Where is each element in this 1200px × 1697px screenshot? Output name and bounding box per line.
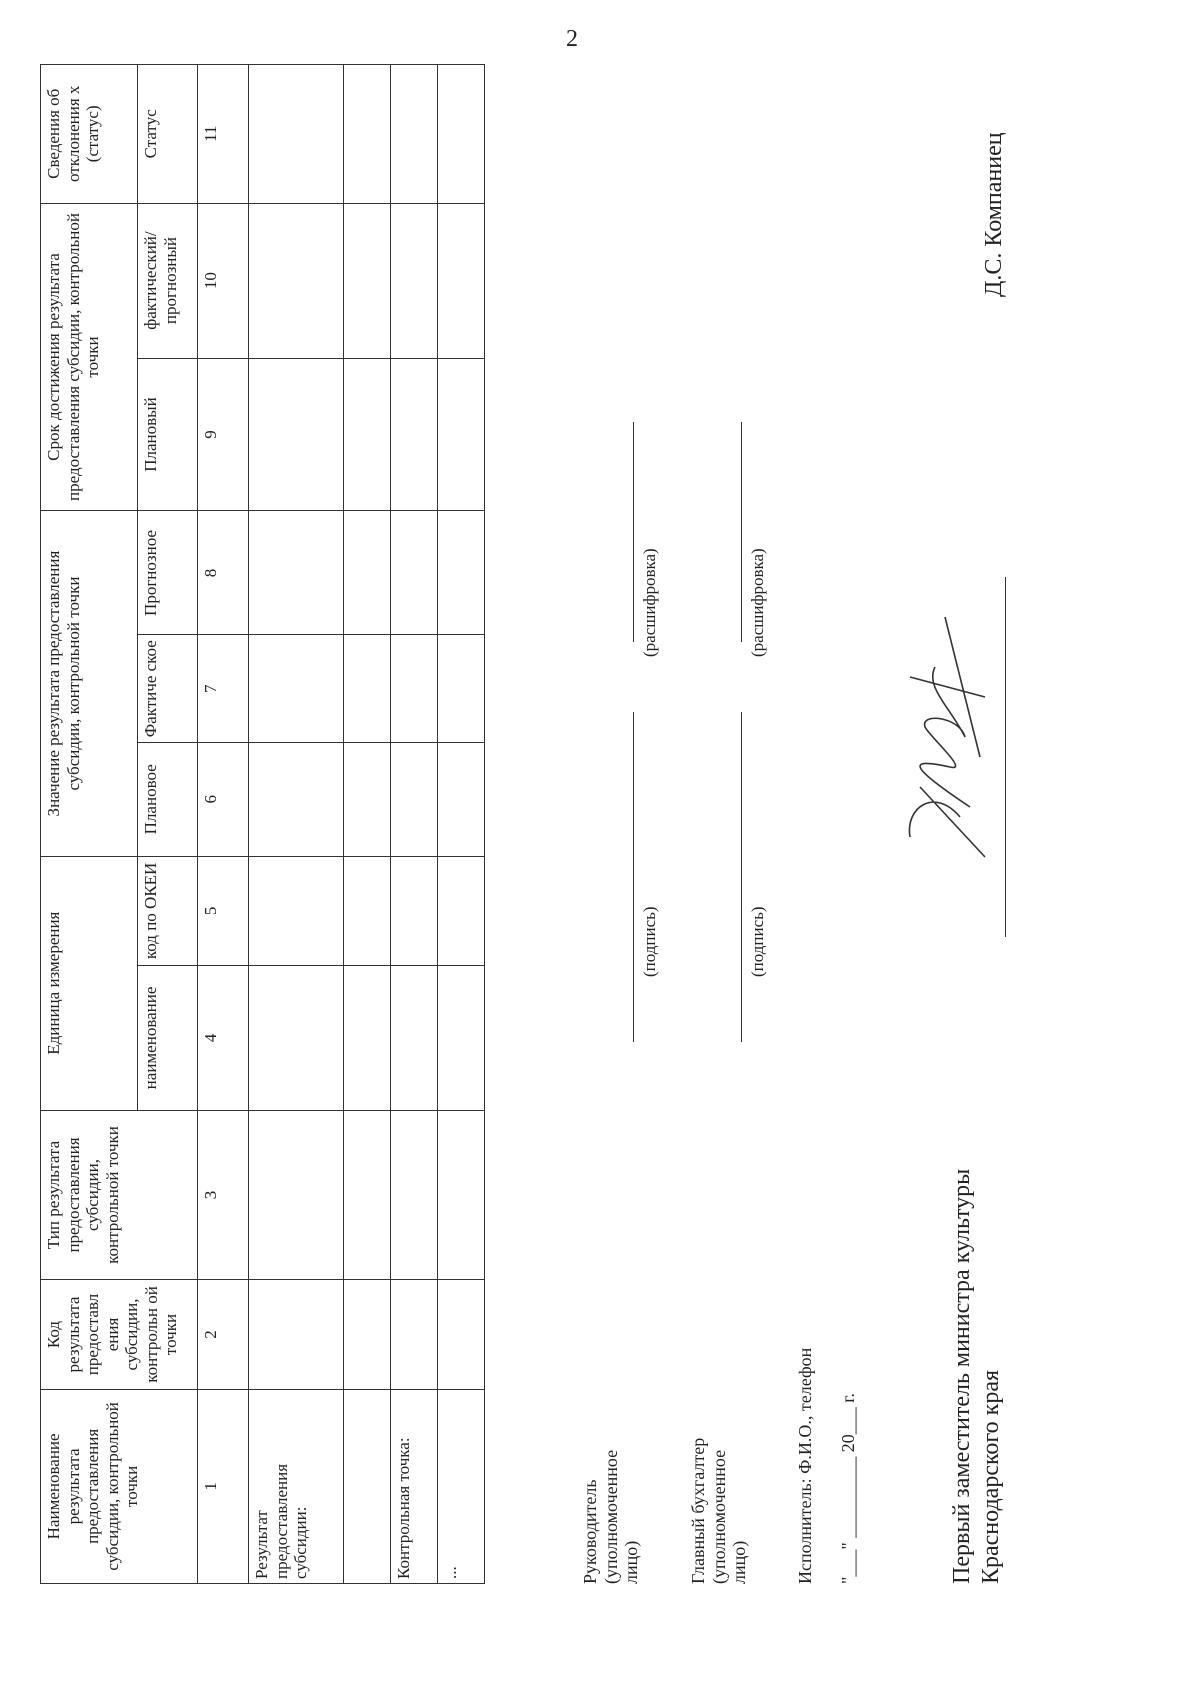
row-name: Контрольная точка:: [391, 1389, 438, 1583]
signer-name: Д.С. Компаниец: [981, 132, 1007, 297]
accountant-decode-line: [741, 422, 742, 642]
header-term-fact: фактический/ прогнозный: [138, 203, 198, 358]
row-name: ...: [438, 1389, 485, 1583]
col-number: 7: [198, 635, 249, 742]
head-label: Руководитель (уполномоченное лицо): [580, 1449, 642, 1584]
head-signature-caption: (подпись): [640, 906, 659, 977]
handwritten-signature: [890, 577, 1000, 877]
accountant-signature-line: [741, 712, 742, 1042]
header-name: Наименование результата предоставления субсидии, контрольной точки: [41, 1389, 198, 1583]
col-number: 3: [198, 1110, 249, 1279]
table-row: [391, 65, 438, 1584]
page-number: 2: [566, 26, 578, 52]
header-type: Тип результата предоставления субсидии, контрольной точки: [41, 1110, 198, 1279]
header-deviation-group: Сведения об отклонения х (статус): [41, 65, 138, 204]
head-decode-line: [633, 422, 634, 642]
header-status: Статус: [138, 65, 198, 204]
report-table: [40, 64, 485, 1584]
header-unit-code: код по ОКЕИ: [138, 856, 198, 966]
table-row: [249, 65, 344, 1584]
signer-position: Первый заместитель министра культуры Краснодарского края: [949, 1168, 1004, 1584]
header-term-group: Срок достижения результата предоставления субсидии, контрольной точки: [41, 203, 138, 511]
header-value-forecast: Прогнозное: [138, 511, 198, 635]
col-number: 8: [198, 511, 249, 635]
table-row: [438, 65, 485, 1584]
header-value-plan: Плановое: [138, 742, 198, 856]
col-number: 5: [198, 856, 249, 966]
col-number: 11: [198, 65, 249, 204]
col-number: 2: [198, 1280, 249, 1390]
header-unit-name: наименование: [138, 966, 198, 1111]
table-row: [344, 65, 391, 1584]
header-value-fact: Фактиче ское: [138, 635, 198, 742]
executor-label: Исполнитель: Ф.И.О., телефон: [795, 1347, 815, 1584]
header-term-plan: Плановый: [138, 358, 198, 511]
header-value-group: Значение результата предоставления субсидии, контрольной точки: [41, 511, 138, 856]
col-number: 9: [198, 358, 249, 511]
col-number: 1: [198, 1389, 249, 1583]
header-unit-group: Единица измерения: [41, 856, 138, 1110]
head-signature-line: [633, 712, 634, 1042]
date-line: "___" _________ 20___ г.: [838, 1392, 858, 1584]
col-number: 4: [198, 966, 249, 1111]
col-number: 6: [198, 742, 249, 856]
header-code: Код результата предоставл ения субсидии, контрольн ой точки: [41, 1280, 198, 1390]
row-name: Результат предоставления субсидии:: [249, 1389, 344, 1583]
accountant-decode-caption: (расшифровка): [748, 548, 767, 657]
accountant-label: Главный бухгалтер (уполномоченное лицо): [688, 1437, 750, 1584]
accountant-signature-caption: (подпись): [748, 906, 767, 977]
col-number: 10: [198, 203, 249, 358]
table-header-row: [41, 65, 138, 1584]
row-name: [344, 1389, 391, 1583]
column-number-row: [198, 65, 249, 1584]
head-decode-caption: (расшифровка): [640, 548, 659, 657]
signer-signature-line: [1005, 577, 1006, 937]
